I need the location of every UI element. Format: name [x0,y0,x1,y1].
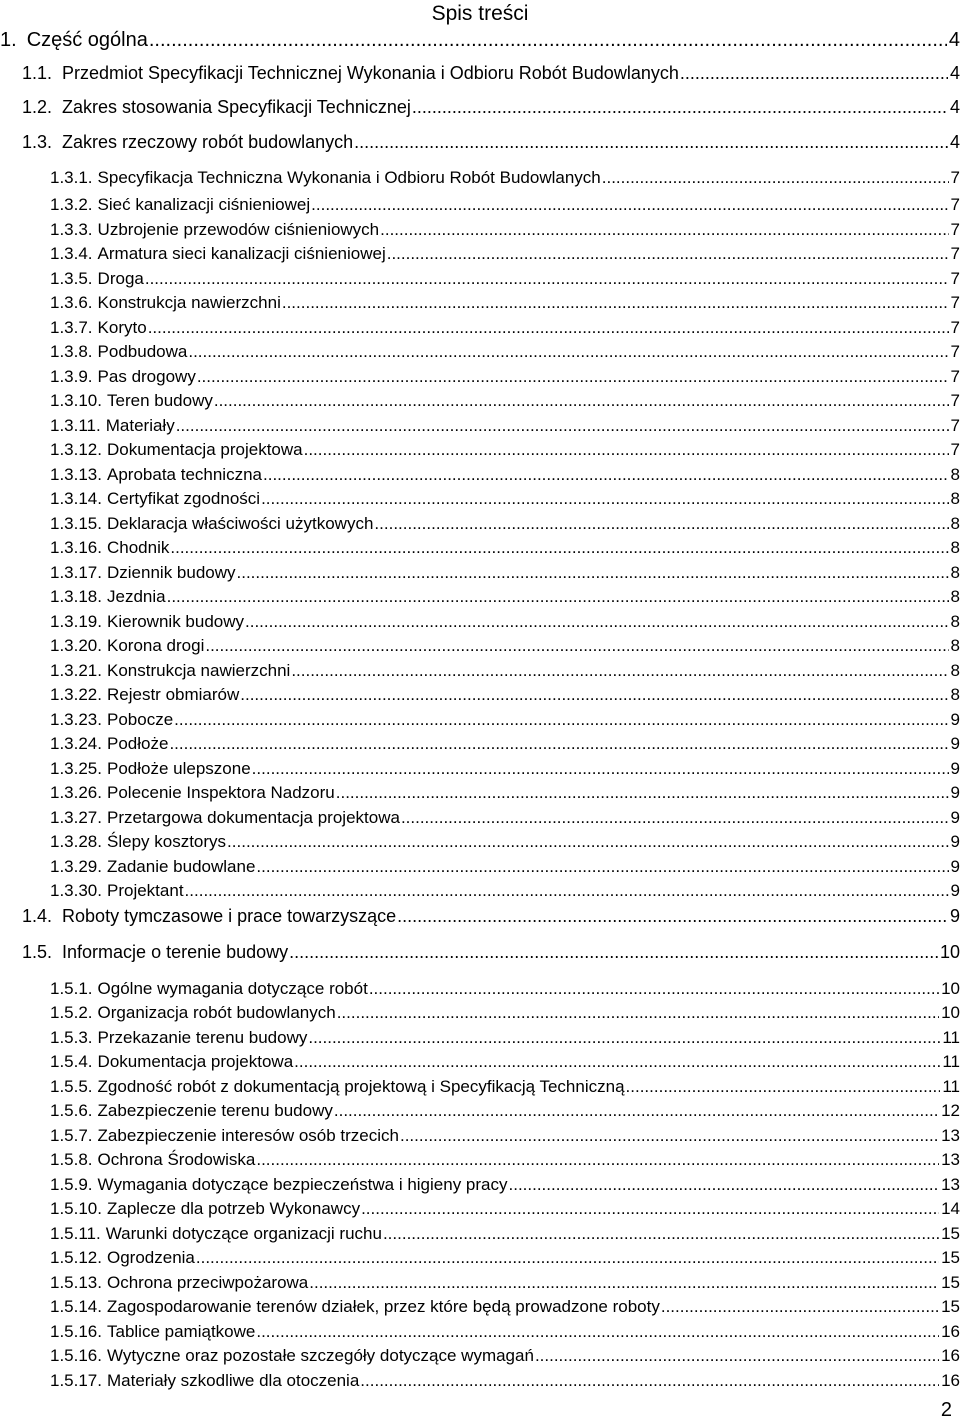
toc-entry-leader-dots [196,1247,939,1269]
toc-entry-leader-dots [289,941,938,963]
toc-entry[interactable] [0,1345,960,1367]
toc-entry-label: Przekazanie terenu budowy [97,1028,308,1047]
toc-entry-number: 1.3.4. [50,244,93,263]
toc-entry-number: 1.3.24. [50,734,102,753]
toc-entry-label: Przedmiot Specyfikacji Technicznej Wykonania i Odbioru Robót Budowlanych [62,63,679,83]
toc-entry-leader-dots [535,1345,939,1367]
toc-entry-label: Zaplecze dla potrzeb Wykonawcy [107,1199,361,1218]
toc-entry-page: 7 [950,391,960,410]
toc-entry-leader-dots [337,1002,939,1024]
toc-entry-label: Informacje o terenie budowy [62,942,289,962]
toc-entry-number: 1.4. [22,906,53,926]
toc-entry-number: 1.3.17. [50,563,102,582]
toc-entry[interactable] [0,366,960,388]
toc-entry-label: Jezdnia [107,587,166,606]
toc-title: Spis treści [431,2,529,25]
toc-entry-label: Pobocze [107,710,174,729]
toc-entry-leader-dots [354,131,948,153]
toc-entry-label: Polecenie Inspektora Nadzoru [107,783,335,802]
toc-entry-page: 7 [950,269,960,288]
toc-entry-page: 11 [942,1052,960,1071]
toc-entry-label: Dziennik budowy [107,563,236,582]
toc-entry[interactable] [0,684,960,706]
toc-entry-page: 15 [941,1297,960,1316]
toc-entry[interactable] [0,1051,960,1073]
toc-entry-number: 1.3.29. [50,857,102,876]
toc-entry-leader-dots [334,1100,939,1122]
toc-entry-page: 7 [950,367,960,386]
toc-entry-leader-dots [412,96,948,118]
toc-entry-label: Koryto [97,318,147,337]
toc-entry-label: Podłoże [107,734,169,753]
toc-entry-number: 1.3.18. [50,587,102,606]
toc-entry-label: Aprobata techniczna [107,465,262,484]
toc-entry-number: 1.3.23. [50,710,102,729]
toc-entry-number: 1.5. [22,942,53,962]
toc-entry-number: 1.5.3. [50,1028,93,1047]
toc-entry-page: 8 [950,636,960,655]
toc-entry[interactable] [0,62,960,84]
toc-entry-label: Warunki dotyczące organizacji ruchu [105,1224,382,1243]
toc-entry-leader-dots [401,807,949,829]
toc-entry-label: Ślepy kosztorys [107,832,227,851]
toc-entry-label: Ochrona przeciwpożarowa [107,1273,309,1292]
toc-entry[interactable] [0,131,960,153]
toc-entry-number: 1.5.14. [50,1297,102,1316]
toc-entry-page: 8 [950,685,960,704]
toc-entry-page: 9 [950,710,960,729]
toc-entry-page: 13 [941,1150,960,1169]
toc-entry-label: Dokumentacja projektowa [107,440,303,459]
toc-entry-label: Przetargowa dokumentacja projektowa [107,808,400,827]
toc-entry-leader-dots [661,1296,939,1318]
toc-entry-leader-dots [304,439,949,461]
toc-entry-label: Ochrona Środowiska [97,1150,256,1169]
toc-entry[interactable] [0,1002,960,1024]
toc-entry-leader-dots [214,390,949,412]
toc-entry-leader-dots [282,292,949,314]
toc-entry-number: 1.5.1. [50,979,93,998]
toc-entry-label: Zadanie budowlane [107,857,256,876]
toc-entry-label: Specyfikacja Techniczna Wykonania i Odbioru Robót Budowlanych [97,168,601,187]
toc-entry[interactable] [0,1174,960,1196]
toc-entry[interactable] [0,292,960,314]
toc-entry-leader-dots [602,167,949,189]
toc-entry[interactable] [0,733,960,755]
toc-entry-number: 1.3.27. [50,808,102,827]
toc-entry-label: Zabezpieczenie interesów osób trzecich [97,1126,399,1145]
toc-entry[interactable] [0,1296,960,1318]
toc-entry-page: 15 [941,1224,960,1243]
toc-entry-number: 1.5.16. [50,1346,102,1365]
toc-entry-page: 4 [949,63,960,83]
toc-entry[interactable] [0,219,960,241]
toc-entry-page: 4 [949,132,960,152]
page-number: 2 [940,1399,952,1421]
toc-entry-page: 9 [950,832,960,851]
toc-entry[interactable] [0,1272,960,1294]
toc-entry[interactable] [0,341,960,363]
toc-entry[interactable] [0,194,960,216]
toc-entry-page: 7 [950,168,960,187]
toc-entry-leader-dots [256,1321,939,1343]
toc-entry-page: 8 [950,587,960,606]
toc-entry-page: 8 [950,465,960,484]
toc-entry-page: 7 [950,416,960,435]
toc-entry-leader-dots [197,366,949,388]
toc-entry-number: 1.5.12. [50,1248,102,1267]
toc-entry-label: Zakres stosowania Specyfikacji Technicznej [62,97,411,117]
toc-entry-page: 13 [941,1126,960,1145]
toc-entry[interactable] [0,941,960,963]
toc-entry-page: 9 [950,759,960,778]
toc-entry-label: Sieć kanalizacji ciśnieniowej [97,195,311,214]
toc-entry[interactable] [0,167,960,189]
toc-entry-number: 1.5.7. [50,1126,93,1145]
toc-entry-label: Armatura sieci kanalizacji ciśnieniowej [97,244,386,263]
toc-entry-label: Droga [97,269,144,288]
toc-entry-leader-dots [374,513,948,535]
toc-entry-label: Chodnik [107,538,170,557]
toc-entry-number: 1.3.9. [50,367,93,386]
toc-entry-page: 9 [949,906,960,926]
toc-entry-page: 9 [950,734,960,753]
toc-entry-leader-dots [167,586,949,608]
toc-entry-label: Teren budowy [107,391,213,410]
toc-entry-number: 1.5.10. [50,1199,102,1218]
toc-entry[interactable] [0,1076,960,1098]
toc-entry-label: Projektant [107,881,184,900]
toc-entry-page: 8 [950,563,960,582]
toc-entry-page: 15 [941,1273,960,1292]
toc-entry[interactable] [0,1247,960,1269]
toc-entry-page: 9 [950,808,960,827]
toc-entry-number: 1.3.7. [50,318,93,337]
toc-entry-leader-dots [145,268,949,290]
toc-entry-number: 1.5.2. [50,1003,93,1022]
toc-entry[interactable] [0,1321,960,1343]
toc-entry-label: Podbudowa [97,342,188,361]
toc-entry-page: 16 [941,1346,960,1365]
toc-entry-page: 8 [950,612,960,631]
toc-entry[interactable] [0,1100,960,1122]
toc-entry[interactable] [0,758,960,780]
toc-entry-number: 1.3.3. [50,220,93,239]
toc-entry-label: Konstrukcja nawierzchni [107,661,291,680]
toc-entry-page: 10 [941,1003,960,1022]
toc-entry-page: 7 [950,293,960,312]
toc-entry-page: 16 [941,1322,960,1341]
toc-entry-label: Organizacja robót budowlanych [97,1003,336,1022]
toc-entry-label: Materiały szkodliwe dla otoczenia [107,1371,360,1390]
toc-entry-leader-dots [509,1174,940,1196]
toc-entry-leader-dots [397,905,948,927]
toc-entry-number: 1.3.5. [50,269,93,288]
toc-entry-number: 1.3. [22,132,53,152]
toc-entry-number: 1.3.13. [50,465,102,484]
toc-entry-leader-dots [308,1027,940,1049]
toc-entry-number: 1.5.4. [50,1052,93,1071]
toc-entry-leader-dots [291,660,948,682]
toc-entry-leader-dots [387,243,949,265]
toc-entry-leader-dots [149,28,947,52]
toc-entry-page: 16 [941,1371,960,1390]
toc-entry-number: 1.5.8. [50,1150,93,1169]
toc-entry-label: Korona drogi [107,636,205,655]
toc-entry-page: 7 [950,220,960,239]
toc-entry[interactable] [0,1125,960,1147]
toc-entry-leader-dots [188,341,948,363]
toc-entry-leader-dots [311,194,948,216]
toc-entry-leader-dots [263,464,949,486]
toc-entry[interactable] [0,856,960,878]
toc-entry-number: 1.5.13. [50,1273,102,1292]
toc-entry-label: Zakres rzeczowy robót budowlanych [62,132,354,152]
toc-entry-number: 1.3.10. [50,391,102,410]
toc-entry-label: Konstrukcja nawierzchni [97,293,281,312]
toc-entry-page: 9 [950,881,960,900]
toc-entry-number: 1.5.9. [50,1175,93,1194]
toc-entry-leader-dots [680,62,948,84]
toc-entry[interactable] [0,390,960,412]
toc-entry-label: Roboty tymczasowe i prace towarzyszące [62,906,397,926]
toc-entry-label: Deklaracja właściwości użytkowych [107,514,374,533]
toc-entry[interactable] [0,611,960,633]
toc-entry[interactable] [0,831,960,853]
toc-entry-number: 1.3.22. [50,685,102,704]
toc-entry-page: 4 [949,97,960,117]
toc-entry-leader-dots [361,1198,939,1220]
toc-entry-label: Rejestr obmiarów [107,685,240,704]
toc-entry-number: 1.3.8. [50,342,93,361]
toc-entry[interactable] [0,905,960,927]
toc-entry-number: 1.3.25. [50,759,102,778]
toc-entry-label: Wymagania dotyczące bezpieczeństwa i higieny pracy [97,1175,508,1194]
toc-entry-label: Zgodność robót z dokumentacją projektową i Specyfikacją Techniczną [97,1077,625,1096]
toc-entry[interactable] [0,415,960,437]
toc-entry-page: 8 [950,489,960,508]
toc-entry-number: 1.3.26. [50,783,102,802]
toc-entry-number: 1.2. [22,97,53,117]
toc-entry[interactable] [0,586,960,608]
toc-entry-leader-dots [626,1076,941,1098]
toc-entry-label: Zabezpieczenie terenu budowy [97,1101,333,1120]
toc-entry-leader-dots [261,488,948,510]
toc-entry-page: 11 [942,1028,960,1047]
toc-entry[interactable] [0,28,960,52]
toc-entry-number: 1.3.6. [50,293,93,312]
toc-entry-number: 1.1. [22,63,53,83]
toc-entry-leader-dots [383,1223,939,1245]
toc-entry-label: Podłoże ulepszone [107,759,251,778]
toc-entry-number: 1.3.28. [50,832,102,851]
toc-entry-number: 1.3.1. [50,168,93,187]
toc-entry-leader-dots [369,978,939,1000]
toc-entry-page: 7 [950,318,960,337]
toc-entry[interactable] [0,880,960,902]
toc-entry-page: 7 [950,244,960,263]
toc-entry[interactable] [0,96,960,118]
toc-entry-page: 12 [941,1101,960,1120]
toc-entry-leader-dots [185,880,949,902]
toc-entry[interactable] [0,1198,960,1220]
toc-entry-label: Certyfikat zgodności [107,489,261,508]
toc-entry-page: 13 [941,1175,960,1194]
toc-entry-leader-dots [237,562,949,584]
toc-entry-number: 1.5.11. [50,1224,101,1243]
toc-entry[interactable] [0,537,960,559]
toc-entry[interactable] [0,464,960,486]
toc-entry-page: 11 [942,1077,960,1096]
toc-entry-leader-dots [294,1051,940,1073]
toc-entry[interactable] [0,439,960,461]
toc-entry-leader-dots [240,684,948,706]
toc-entry[interactable] [0,562,960,584]
toc-entry[interactable] [0,488,960,510]
toc-entry-leader-dots [148,317,949,339]
toc-entry-number: 1.3.30. [50,881,102,900]
toc-entry-leader-dots [336,782,949,804]
toc-entry-label: Kierownik budowy [107,612,245,631]
toc-entry-page: 14 [941,1199,960,1218]
toc-entry-leader-dots [227,831,948,853]
toc-entry-label: Ogrodzenia [107,1248,195,1267]
toc-entry-number: 1.3.19. [50,612,102,631]
toc-entry-leader-dots [245,611,949,633]
toc-entry-number: 1.3.20. [50,636,102,655]
toc-entry-leader-dots [400,1125,939,1147]
toc-entry-label: Tablice pamiątkowe [107,1322,256,1341]
toc-entry-label: Część ogólna [26,29,148,51]
toc-entry-page: 7 [950,440,960,459]
toc-entry[interactable] [0,243,960,265]
toc-entry-label: Uzbrojenie przewodów ciśnieniowych [97,220,380,239]
toc-entry-label: Pas drogowy [97,367,196,386]
toc-entry[interactable] [0,978,960,1000]
toc-entry-page: 9 [950,783,960,802]
toc-entry-number: 1.3.16. [50,538,102,557]
toc-entry[interactable] [0,660,960,682]
toc-entry-page: 8 [950,514,960,533]
toc-entry-leader-dots [360,1370,939,1392]
toc-entry[interactable] [0,268,960,290]
toc-entry-number: 1.5.17. [50,1371,102,1390]
toc-entry-page: 15 [941,1248,960,1267]
toc-entry[interactable] [0,1223,960,1245]
toc-entry-label: Materiały [105,416,175,435]
toc-entry-leader-dots [252,758,949,780]
toc-entry-leader-dots [170,537,948,559]
toc-entry[interactable] [0,1027,960,1049]
toc-entry-number: 1.3.21. [50,661,102,680]
toc-entry-page: 10 [939,942,960,962]
toc-entry-leader-dots [169,733,948,755]
toc-entry[interactable] [0,1370,960,1392]
toc-entry-leader-dots [205,635,948,657]
toc-entry[interactable] [0,513,960,535]
toc-entry-leader-dots [256,1149,939,1171]
toc-entry[interactable] [0,807,960,829]
toc-entry[interactable] [0,1149,960,1171]
toc-entry-leader-dots [256,856,948,878]
toc-entry[interactable] [0,317,960,339]
toc-entry-number: 1. [0,29,17,51]
toc-entry-number: 1.3.14. [50,489,102,508]
toc-entry-leader-dots [176,415,949,437]
toc-entry-number: 1.3.2. [50,195,93,214]
toc-entry-number: 1.5.16. [50,1322,102,1341]
toc-entry-number: 1.5.5. [50,1077,93,1096]
toc-entry-number: 1.3.12. [50,440,102,459]
toc-entry[interactable] [0,635,960,657]
toc-entry-page: 10 [941,979,960,998]
toc-entry-page: 7 [950,342,960,361]
toc-entry-page: 4 [948,29,960,51]
toc-entry-page: 7 [950,195,960,214]
toc-entry[interactable] [0,709,960,731]
toc-entry-label: Ogólne wymagania dotyczące robót [97,979,368,998]
toc-entry-number: 1.3.11. [50,416,101,435]
toc-entry-number: 1.5.6. [50,1101,93,1120]
toc-entry[interactable] [0,782,960,804]
toc-entry-page: 9 [950,857,960,876]
toc-entry-number: 1.3.15. [50,514,102,533]
toc-entry-leader-dots [309,1272,939,1294]
toc-entry-label: Zagospodarowanie terenów działek, przez które będą prowadzone roboty [107,1297,660,1316]
toc-entry-page: 8 [950,538,960,557]
toc-entry-label: Wytyczne oraz pozostałe szczegóły dotyczące wymagań [107,1346,534,1365]
toc-entry-leader-dots [174,709,948,731]
toc-entry-page: 8 [950,661,960,680]
toc-entry-leader-dots [380,219,948,241]
toc-entry-label: Dokumentacja projektowa [97,1052,294,1071]
